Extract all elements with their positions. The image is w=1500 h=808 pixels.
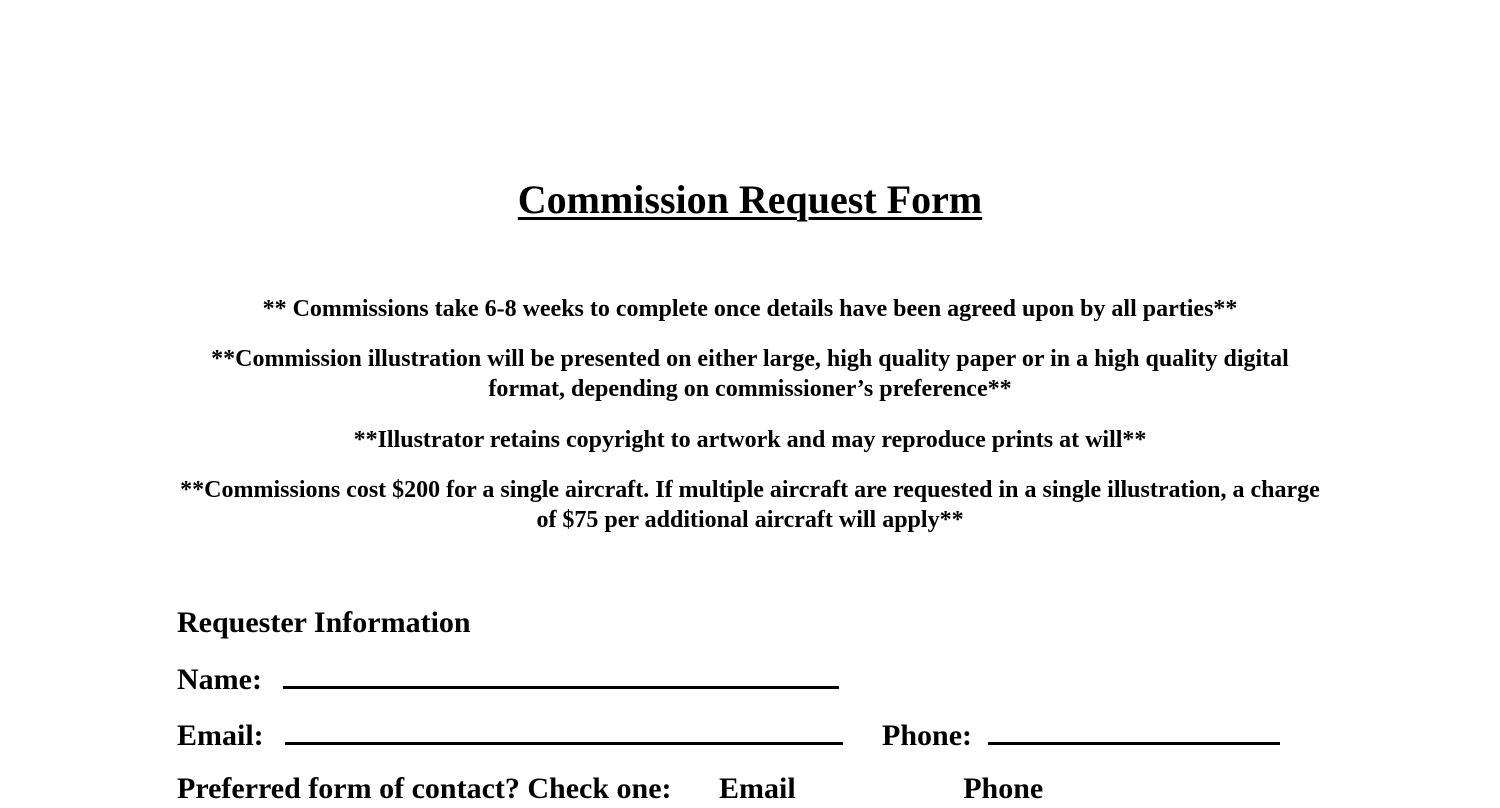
phone-label: Phone: (882, 719, 972, 752)
note-timeline: ** Commissions take 6-8 weeks to complete once details have been agreed upon by all parties** (262, 296, 1238, 322)
phone-field-row (882, 716, 1280, 755)
section-heading-requester: Requester Information (177, 606, 471, 639)
contact-preference-question: Preferred form of contact? Check one: (177, 772, 672, 805)
note-format: **Commission illustration will be presented on either large, high quality paper or in a high quality digital format, depending on commissioner’s preference** (211, 346, 1289, 402)
email-field-row (177, 716, 843, 755)
contact-option-email[interactable]: Email (719, 772, 796, 805)
note-pricing: **Commissions cost $200 for a single aircraft. If multiple aircraft are requested in a single illustration, a charge of $75 per additional aircraft will apply** (180, 477, 1320, 533)
note-copyright: **Illustrator retains copyright to artwork and may reproduce prints at will** (353, 427, 1147, 453)
contact-preference-row (177, 770, 1083, 808)
name-field[interactable] (283, 660, 839, 689)
name-label: Name: (177, 663, 262, 696)
phone-field[interactable] (988, 716, 1280, 745)
contact-option-phone[interactable]: Phone (963, 772, 1044, 805)
name-field-row (177, 660, 839, 699)
email-field[interactable] (285, 716, 843, 745)
form-title: Commission Request Form (517, 177, 983, 222)
email-label: Email: (177, 719, 264, 752)
